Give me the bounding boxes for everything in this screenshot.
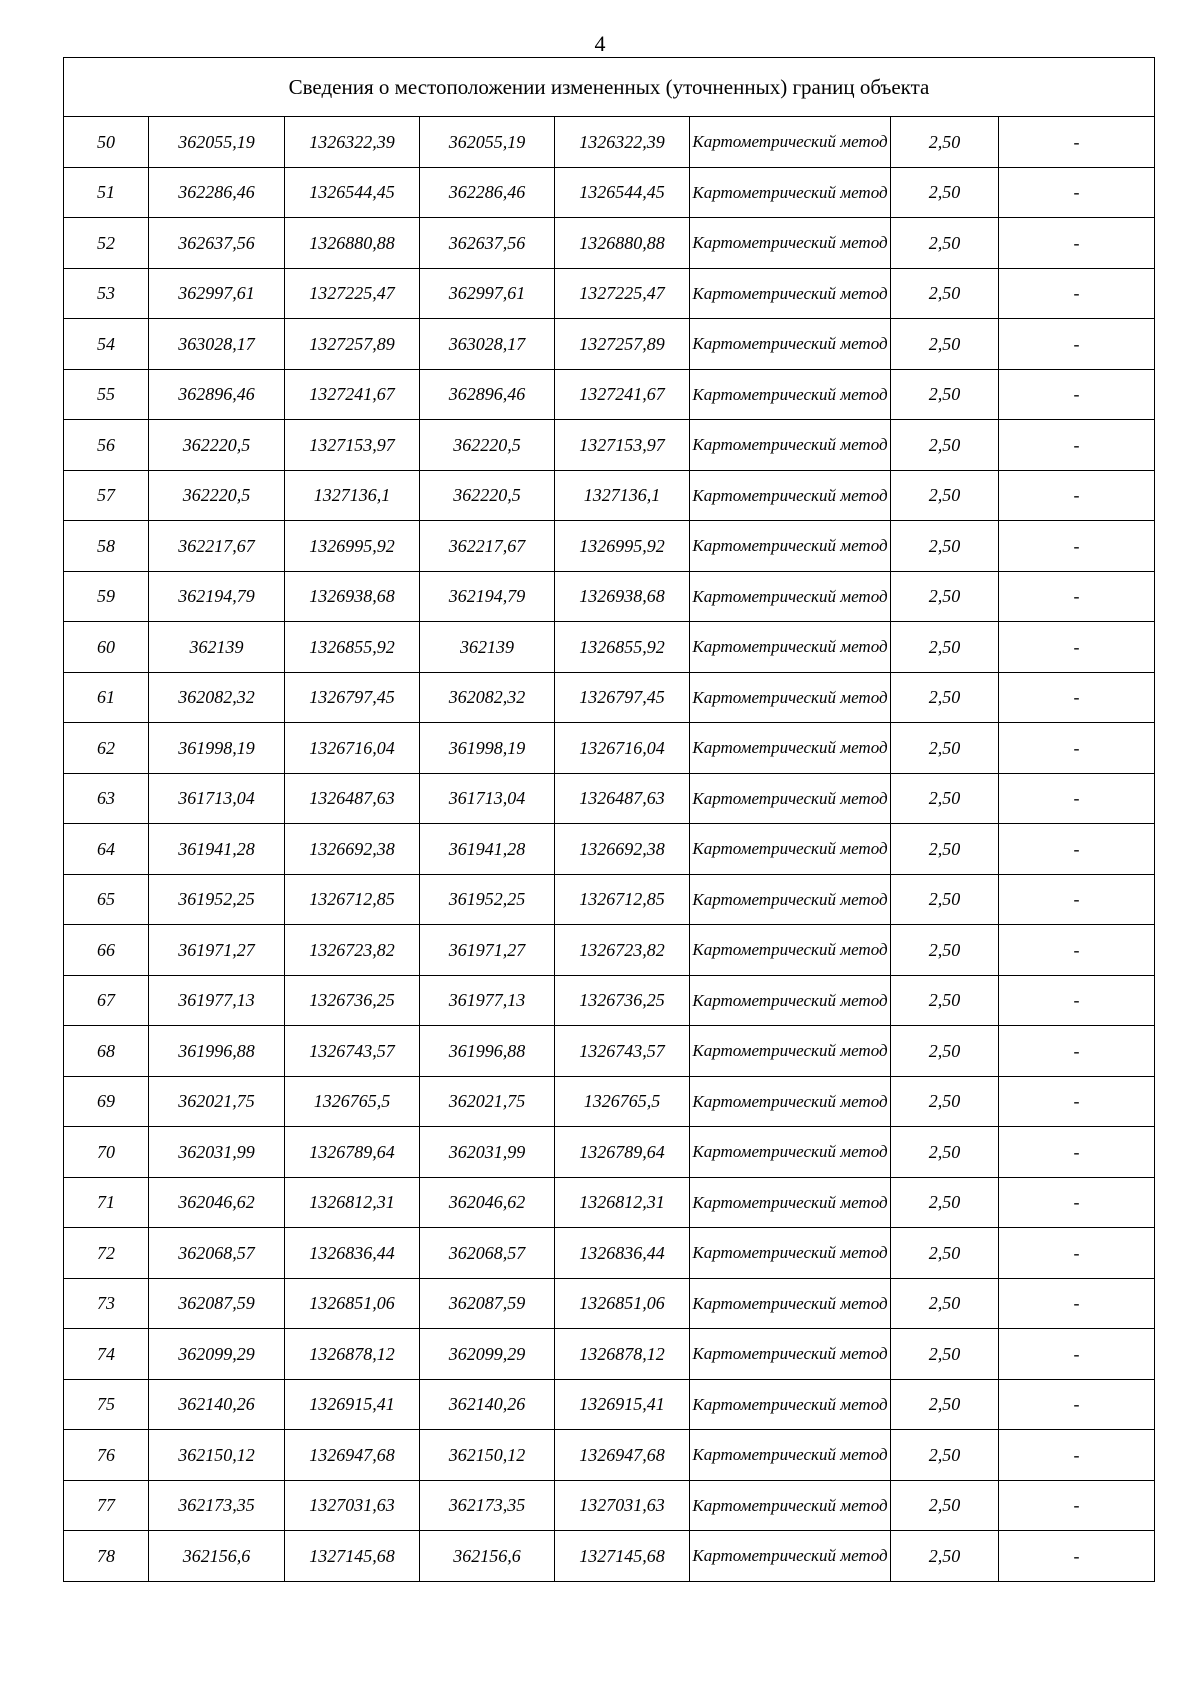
- existing-y-cell: 1327153,97: [285, 420, 420, 471]
- existing-y-cell: 1326743,57: [285, 1026, 420, 1077]
- method-cell: Картометрический метод: [690, 1329, 891, 1380]
- table-row: [64, 369, 1155, 420]
- existing-y-cell: 1327225,47: [285, 268, 420, 319]
- existing-x-cell: 362139: [149, 622, 285, 673]
- table-row: [64, 167, 1155, 218]
- table-title: Сведения о местоположении измененных (уточненных) границ объекта: [64, 58, 1155, 117]
- refined-y-cell: 1327241,67: [555, 369, 690, 420]
- refined-y-cell: 1326812,31: [555, 1177, 690, 1228]
- note-cell: -: [999, 824, 1155, 875]
- table-row: [64, 975, 1155, 1026]
- refined-y-cell: 1327031,63: [555, 1480, 690, 1531]
- refined-y-cell: 1327257,89: [555, 319, 690, 370]
- table-row: [64, 319, 1155, 370]
- accuracy-cell: 2,50: [891, 1531, 999, 1582]
- refined-x-cell: 362286,46: [420, 167, 555, 218]
- refined-x-cell: 362637,56: [420, 218, 555, 269]
- accuracy-cell: 2,50: [891, 268, 999, 319]
- refined-x-cell: 362194,79: [420, 571, 555, 622]
- note-cell: -: [999, 925, 1155, 976]
- existing-x-cell: 362087,59: [149, 1278, 285, 1329]
- refined-x-cell: 362150,12: [420, 1430, 555, 1481]
- table-row: [64, 1379, 1155, 1430]
- existing-x-cell: 362082,32: [149, 672, 285, 723]
- method-cell: Картометрический метод: [690, 1026, 891, 1077]
- refined-y-cell: 1327145,68: [555, 1531, 690, 1582]
- note-cell: -: [999, 420, 1155, 471]
- refined-x-cell: 361996,88: [420, 1026, 555, 1077]
- existing-x-cell: 362997,61: [149, 268, 285, 319]
- refined-y-cell: 1326723,82: [555, 925, 690, 976]
- refined-x-cell: 362140,26: [420, 1379, 555, 1430]
- method-cell: Картометрический метод: [690, 521, 891, 572]
- accuracy-cell: 2,50: [891, 571, 999, 622]
- existing-y-cell: 1326322,39: [285, 117, 420, 168]
- refined-y-cell: 1326878,12: [555, 1329, 690, 1380]
- existing-x-cell: 362068,57: [149, 1228, 285, 1279]
- accuracy-cell: 2,50: [891, 1379, 999, 1430]
- point-number-cell: 63: [64, 773, 149, 824]
- refined-x-cell: 362082,32: [420, 672, 555, 723]
- refined-x-cell: 361713,04: [420, 773, 555, 824]
- existing-x-cell: 361977,13: [149, 975, 285, 1026]
- note-cell: -: [999, 1480, 1155, 1531]
- accuracy-cell: 2,50: [891, 1076, 999, 1127]
- table-row: [64, 420, 1155, 471]
- note-cell: -: [999, 369, 1155, 420]
- refined-x-cell: 362055,19: [420, 117, 555, 168]
- note-cell: -: [999, 1228, 1155, 1279]
- note-cell: -: [999, 1026, 1155, 1077]
- point-number-cell: 53: [64, 268, 149, 319]
- existing-x-cell: 362286,46: [149, 167, 285, 218]
- existing-x-cell: 361941,28: [149, 824, 285, 875]
- table-row: [64, 622, 1155, 673]
- accuracy-cell: 2,50: [891, 824, 999, 875]
- note-cell: -: [999, 975, 1155, 1026]
- accuracy-cell: 2,50: [891, 1329, 999, 1380]
- table-row: [64, 925, 1155, 976]
- accuracy-cell: 2,50: [891, 117, 999, 168]
- note-cell: -: [999, 1531, 1155, 1582]
- method-cell: Картометрический метод: [690, 975, 891, 1026]
- table-row: [64, 521, 1155, 572]
- refined-x-cell: 362173,35: [420, 1480, 555, 1531]
- refined-x-cell: 362997,61: [420, 268, 555, 319]
- table-row: [64, 723, 1155, 774]
- refined-x-cell: 363028,17: [420, 319, 555, 370]
- method-cell: Картометрический метод: [690, 470, 891, 521]
- table-body: [64, 58, 1155, 1582]
- refined-x-cell: 362031,99: [420, 1127, 555, 1178]
- existing-x-cell: 361971,27: [149, 925, 285, 976]
- method-cell: Картометрический метод: [690, 1127, 891, 1178]
- accuracy-cell: 2,50: [891, 319, 999, 370]
- accuracy-cell: 2,50: [891, 470, 999, 521]
- accuracy-cell: 2,50: [891, 1127, 999, 1178]
- accuracy-cell: 2,50: [891, 622, 999, 673]
- note-cell: -: [999, 1430, 1155, 1481]
- refined-y-cell: 1326947,68: [555, 1430, 690, 1481]
- table-row: [64, 1329, 1155, 1380]
- existing-y-cell: 1326812,31: [285, 1177, 420, 1228]
- refined-y-cell: 1326712,85: [555, 874, 690, 925]
- accuracy-cell: 2,50: [891, 925, 999, 976]
- point-number-cell: 58: [64, 521, 149, 572]
- refined-x-cell: 362139: [420, 622, 555, 673]
- table-row: [64, 1531, 1155, 1582]
- method-cell: Картометрический метод: [690, 1531, 891, 1582]
- refined-x-cell: 361941,28: [420, 824, 555, 875]
- point-number-cell: 50: [64, 117, 149, 168]
- point-number-cell: 70: [64, 1127, 149, 1178]
- accuracy-cell: 2,50: [891, 874, 999, 925]
- refined-y-cell: 1326938,68: [555, 571, 690, 622]
- accuracy-cell: 2,50: [891, 521, 999, 572]
- point-number-cell: 61: [64, 672, 149, 723]
- method-cell: Картометрический метод: [690, 1278, 891, 1329]
- table-row: [64, 1026, 1155, 1077]
- method-cell: Картометрический метод: [690, 824, 891, 875]
- existing-x-cell: 362099,29: [149, 1329, 285, 1380]
- method-cell: Картометрический метод: [690, 723, 891, 774]
- table-row: [64, 1076, 1155, 1127]
- note-cell: -: [999, 1177, 1155, 1228]
- method-cell: Картометрический метод: [690, 1379, 891, 1430]
- accuracy-cell: 2,50: [891, 975, 999, 1026]
- note-cell: -: [999, 622, 1155, 673]
- point-number-cell: 71: [64, 1177, 149, 1228]
- point-number-cell: 74: [64, 1329, 149, 1380]
- refined-y-cell: 1327153,97: [555, 420, 690, 471]
- refined-y-cell: 1326322,39: [555, 117, 690, 168]
- point-number-cell: 55: [64, 369, 149, 420]
- existing-y-cell: 1326836,44: [285, 1228, 420, 1279]
- existing-y-cell: 1327145,68: [285, 1531, 420, 1582]
- existing-x-cell: 362173,35: [149, 1480, 285, 1531]
- refined-y-cell: 1326915,41: [555, 1379, 690, 1430]
- point-number-cell: 73: [64, 1278, 149, 1329]
- existing-y-cell: 1326938,68: [285, 571, 420, 622]
- table-row: [64, 117, 1155, 168]
- point-number-cell: 78: [64, 1531, 149, 1582]
- table-row: [64, 1430, 1155, 1481]
- accuracy-cell: 2,50: [891, 773, 999, 824]
- table-row: [64, 672, 1155, 723]
- note-cell: -: [999, 672, 1155, 723]
- refined-x-cell: 361998,19: [420, 723, 555, 774]
- existing-y-cell: 1326797,45: [285, 672, 420, 723]
- existing-y-cell: 1326716,04: [285, 723, 420, 774]
- refined-x-cell: 362896,46: [420, 369, 555, 420]
- accuracy-cell: 2,50: [891, 218, 999, 269]
- refined-x-cell: 361977,13: [420, 975, 555, 1026]
- refined-y-cell: 1326743,57: [555, 1026, 690, 1077]
- method-cell: Картометрический метод: [690, 420, 891, 471]
- refined-y-cell: 1326692,38: [555, 824, 690, 875]
- method-cell: Картометрический метод: [690, 218, 891, 269]
- point-number-cell: 51: [64, 167, 149, 218]
- existing-y-cell: 1327136,1: [285, 470, 420, 521]
- refined-x-cell: 362068,57: [420, 1228, 555, 1279]
- accuracy-cell: 2,50: [891, 1430, 999, 1481]
- existing-y-cell: 1326880,88: [285, 218, 420, 269]
- accuracy-cell: 2,50: [891, 1228, 999, 1279]
- refined-y-cell: 1326736,25: [555, 975, 690, 1026]
- point-number-cell: 65: [64, 874, 149, 925]
- accuracy-cell: 2,50: [891, 1480, 999, 1531]
- refined-y-cell: 1326855,92: [555, 622, 690, 673]
- accuracy-cell: 2,50: [891, 1278, 999, 1329]
- note-cell: -: [999, 571, 1155, 622]
- refined-y-cell: 1326487,63: [555, 773, 690, 824]
- existing-y-cell: 1327257,89: [285, 319, 420, 370]
- method-cell: Картометрический метод: [690, 319, 891, 370]
- accuracy-cell: 2,50: [891, 1177, 999, 1228]
- existing-y-cell: 1326692,38: [285, 824, 420, 875]
- refined-y-cell: 1326797,45: [555, 672, 690, 723]
- existing-x-cell: 362140,26: [149, 1379, 285, 1430]
- method-cell: Картометрический метод: [690, 167, 891, 218]
- existing-x-cell: 362637,56: [149, 218, 285, 269]
- table-row: [64, 874, 1155, 925]
- method-cell: Картометрический метод: [690, 1076, 891, 1127]
- method-cell: Картометрический метод: [690, 1228, 891, 1279]
- page-number: 4: [594, 31, 606, 56]
- existing-x-cell: 361952,25: [149, 874, 285, 925]
- table-row: [64, 1480, 1155, 1531]
- method-cell: Картометрический метод: [690, 1480, 891, 1531]
- existing-y-cell: 1326712,85: [285, 874, 420, 925]
- point-number-cell: 54: [64, 319, 149, 370]
- table-title-row: [64, 58, 1155, 117]
- table-row: [64, 1278, 1155, 1329]
- refined-x-cell: 362021,75: [420, 1076, 555, 1127]
- point-number-cell: 59: [64, 571, 149, 622]
- note-cell: -: [999, 723, 1155, 774]
- table-row: [64, 571, 1155, 622]
- table-row: [64, 218, 1155, 269]
- point-number-cell: 69: [64, 1076, 149, 1127]
- existing-y-cell: 1326736,25: [285, 975, 420, 1026]
- existing-x-cell: 362046,62: [149, 1177, 285, 1228]
- method-cell: Картометрический метод: [690, 874, 891, 925]
- point-number-cell: 75: [64, 1379, 149, 1430]
- point-number-cell: 52: [64, 218, 149, 269]
- table-row: [64, 824, 1155, 875]
- existing-y-cell: 1326855,92: [285, 622, 420, 673]
- method-cell: Картометрический метод: [690, 925, 891, 976]
- existing-x-cell: 362021,75: [149, 1076, 285, 1127]
- point-number-cell: 77: [64, 1480, 149, 1531]
- note-cell: -: [999, 1329, 1155, 1380]
- note-cell: -: [999, 773, 1155, 824]
- table-row: [64, 470, 1155, 521]
- point-number-cell: 62: [64, 723, 149, 774]
- refined-y-cell: 1326716,04: [555, 723, 690, 774]
- note-cell: -: [999, 470, 1155, 521]
- refined-y-cell: 1326851,06: [555, 1278, 690, 1329]
- existing-y-cell: 1327241,67: [285, 369, 420, 420]
- existing-x-cell: 362896,46: [149, 369, 285, 420]
- existing-x-cell: 362055,19: [149, 117, 285, 168]
- point-number-cell: 60: [64, 622, 149, 673]
- point-number-cell: 57: [64, 470, 149, 521]
- existing-y-cell: 1326487,63: [285, 773, 420, 824]
- existing-x-cell: 361713,04: [149, 773, 285, 824]
- note-cell: -: [999, 268, 1155, 319]
- method-cell: Картометрический метод: [690, 369, 891, 420]
- table-row: [64, 773, 1155, 824]
- point-number-cell: 56: [64, 420, 149, 471]
- note-cell: -: [999, 218, 1155, 269]
- refined-y-cell: 1326789,64: [555, 1127, 690, 1178]
- refined-x-cell: 362046,62: [420, 1177, 555, 1228]
- refined-x-cell: 362217,67: [420, 521, 555, 572]
- note-cell: -: [999, 1379, 1155, 1430]
- existing-x-cell: 362217,67: [149, 521, 285, 572]
- existing-y-cell: 1326915,41: [285, 1379, 420, 1430]
- point-number-cell: 67: [64, 975, 149, 1026]
- existing-y-cell: 1326947,68: [285, 1430, 420, 1481]
- existing-y-cell: 1326851,06: [285, 1278, 420, 1329]
- table-row: [64, 1127, 1155, 1178]
- note-cell: -: [999, 319, 1155, 370]
- method-cell: Картометрический метод: [690, 571, 891, 622]
- table-row: [64, 1177, 1155, 1228]
- method-cell: Картометрический метод: [690, 1430, 891, 1481]
- method-cell: Картометрический метод: [690, 622, 891, 673]
- refined-x-cell: 362087,59: [420, 1278, 555, 1329]
- existing-x-cell: 362194,79: [149, 571, 285, 622]
- refined-y-cell: 1326836,44: [555, 1228, 690, 1279]
- method-cell: Картометрический метод: [690, 117, 891, 168]
- refined-x-cell: 361971,27: [420, 925, 555, 976]
- refined-y-cell: 1326765,5: [555, 1076, 690, 1127]
- existing-x-cell: 362156,6: [149, 1531, 285, 1582]
- note-cell: -: [999, 117, 1155, 168]
- point-number-cell: 76: [64, 1430, 149, 1481]
- accuracy-cell: 2,50: [891, 723, 999, 774]
- table-row: [64, 268, 1155, 319]
- existing-x-cell: 361998,19: [149, 723, 285, 774]
- accuracy-cell: 2,50: [891, 672, 999, 723]
- refined-y-cell: 1327225,47: [555, 268, 690, 319]
- point-number-cell: 66: [64, 925, 149, 976]
- existing-y-cell: 1326544,45: [285, 167, 420, 218]
- existing-y-cell: 1326789,64: [285, 1127, 420, 1178]
- note-cell: -: [999, 874, 1155, 925]
- note-cell: -: [999, 1127, 1155, 1178]
- method-cell: Картометрический метод: [690, 1177, 891, 1228]
- accuracy-cell: 2,50: [891, 1026, 999, 1077]
- existing-x-cell: 363028,17: [149, 319, 285, 370]
- refined-y-cell: 1326995,92: [555, 521, 690, 572]
- method-cell: Картометрический метод: [690, 268, 891, 319]
- accuracy-cell: 2,50: [891, 167, 999, 218]
- point-number-cell: 68: [64, 1026, 149, 1077]
- refined-y-cell: 1327136,1: [555, 470, 690, 521]
- refined-y-cell: 1326880,88: [555, 218, 690, 269]
- refined-x-cell: 361952,25: [420, 874, 555, 925]
- note-cell: -: [999, 167, 1155, 218]
- table-row: [64, 1228, 1155, 1279]
- point-number-cell: 72: [64, 1228, 149, 1279]
- method-cell: Картометрический метод: [690, 672, 891, 723]
- existing-y-cell: 1326765,5: [285, 1076, 420, 1127]
- refined-x-cell: 362156,6: [420, 1531, 555, 1582]
- existing-x-cell: 362031,99: [149, 1127, 285, 1178]
- point-number-cell: 64: [64, 824, 149, 875]
- existing-y-cell: 1327031,63: [285, 1480, 420, 1531]
- note-cell: -: [999, 521, 1155, 572]
- accuracy-cell: 2,50: [891, 420, 999, 471]
- note-cell: -: [999, 1278, 1155, 1329]
- method-cell: Картометрический метод: [690, 773, 891, 824]
- note-cell: -: [999, 1076, 1155, 1127]
- refined-x-cell: 362220,5: [420, 420, 555, 471]
- existing-x-cell: 362220,5: [149, 420, 285, 471]
- existing-y-cell: 1326878,12: [285, 1329, 420, 1380]
- accuracy-cell: 2,50: [891, 369, 999, 420]
- existing-x-cell: 361996,88: [149, 1026, 285, 1077]
- existing-y-cell: 1326723,82: [285, 925, 420, 976]
- refined-x-cell: 362220,5: [420, 470, 555, 521]
- refined-x-cell: 362099,29: [420, 1329, 555, 1380]
- existing-x-cell: 362220,5: [149, 470, 285, 521]
- existing-x-cell: 362150,12: [149, 1430, 285, 1481]
- boundary-coordinates-table: [63, 57, 1155, 1582]
- existing-y-cell: 1326995,92: [285, 521, 420, 572]
- refined-y-cell: 1326544,45: [555, 167, 690, 218]
